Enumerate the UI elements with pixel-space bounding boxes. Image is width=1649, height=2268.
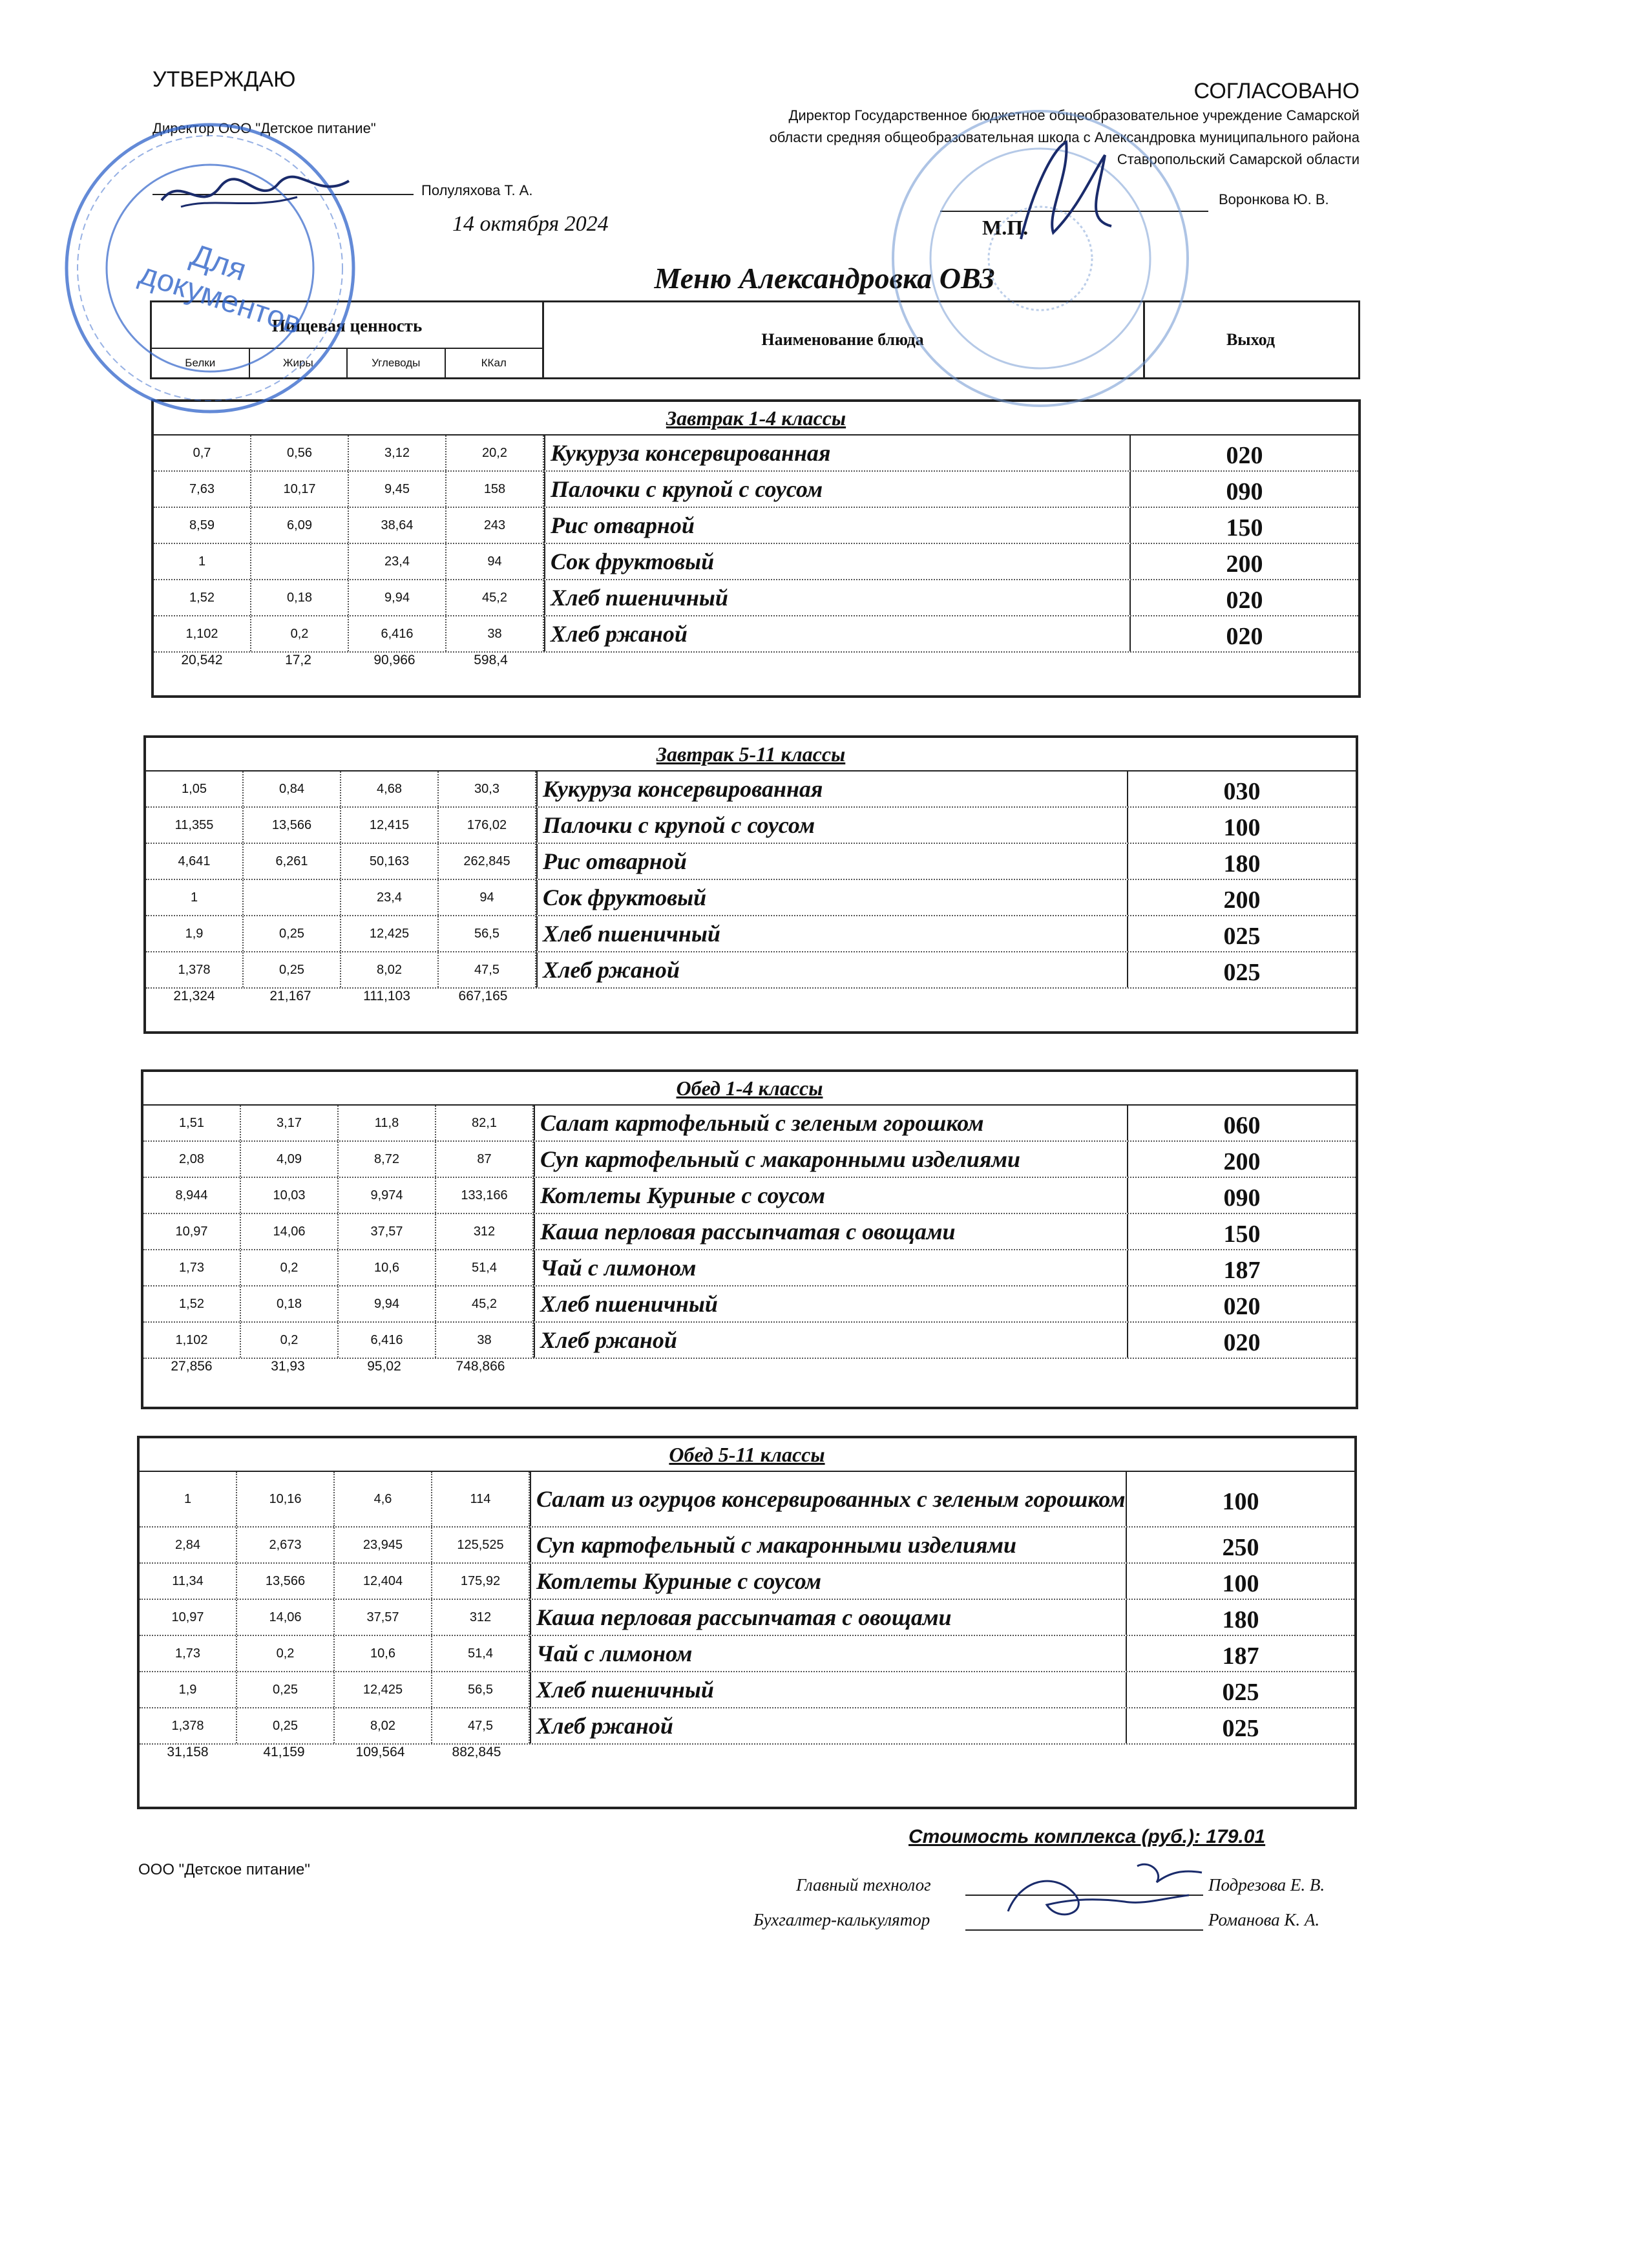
- protein-cell: 1,378: [140, 1708, 237, 1743]
- protein-cell: 1,102: [154, 616, 251, 651]
- fat-cell: 0,18: [241, 1286, 339, 1321]
- dish-yield: 090: [1223, 1184, 1261, 1212]
- kcal-cell: 125,525: [432, 1528, 530, 1562]
- approve-date: 14 октября 2024: [452, 212, 609, 236]
- fat-cell: 13,566: [237, 1564, 335, 1599]
- table-row: [143, 1106, 1356, 1142]
- kcal-cell: 45,2: [446, 580, 544, 615]
- dish-name: Чай с лимоном: [530, 1636, 1127, 1671]
- total-fat: 31,93: [271, 1359, 305, 1374]
- table-row: [146, 916, 1356, 952]
- dish-yield: 187: [1222, 1643, 1259, 1670]
- protein-cell: 8,944: [143, 1178, 241, 1213]
- total-fat: 17,2: [285, 653, 311, 667]
- protein-cell: 0,7: [154, 436, 251, 470]
- fat-cell: 14,06: [237, 1600, 335, 1635]
- total-carbs: 111,103: [363, 989, 410, 1003]
- kcal-cell: 51,4: [432, 1636, 530, 1671]
- dish-yield: 020: [1223, 1293, 1261, 1320]
- protein-cell: 1,73: [143, 1250, 241, 1285]
- dish-name: Кукуруза консервированная: [544, 436, 1131, 470]
- dish-yield: 150: [1226, 514, 1263, 541]
- dish-yield: 090: [1226, 478, 1263, 505]
- protein-cell: 1,102: [143, 1323, 241, 1358]
- table-row: [146, 844, 1356, 880]
- table-row: [146, 880, 1356, 916]
- kcal-header: ККал: [481, 357, 507, 369]
- protein-cell: 1,51: [143, 1106, 241, 1140]
- kcal-cell: 114: [432, 1472, 530, 1526]
- kcal-cell: 38: [446, 616, 544, 651]
- dish-yield: 020: [1226, 442, 1263, 469]
- carbs-cell: 6,416: [339, 1323, 436, 1358]
- kcal-cell: 20,2: [446, 436, 544, 470]
- carbs-cell: 10,6: [335, 1636, 432, 1671]
- kcal-cell: 243: [446, 508, 544, 543]
- dish-name: Каша перловая рассыпчатая с овощами: [534, 1214, 1128, 1249]
- carbs-cell: 37,57: [335, 1600, 432, 1635]
- kcal-cell: 175,92: [432, 1564, 530, 1599]
- carbs-cell: 12,404: [335, 1564, 432, 1599]
- dish-name: Палочки с крупой с соусом: [544, 472, 1131, 507]
- total-protein: 21,324: [173, 989, 215, 1003]
- protein-cell: 1,9: [146, 916, 244, 951]
- complex-cost: Стоимость комплекса (руб.): 179.01: [909, 1826, 1266, 1847]
- fat-cell: 0,18: [251, 580, 349, 615]
- table-row: [143, 1323, 1356, 1359]
- dish-name: Палочки с крупой с соусом: [536, 808, 1128, 843]
- kcal-cell: 47,5: [439, 952, 536, 987]
- dish-yield: 180: [1223, 850, 1261, 877]
- fat-cell: 0,25: [237, 1672, 335, 1707]
- table-row: [140, 1708, 1354, 1745]
- dish-yield: 020: [1226, 623, 1263, 650]
- protein-cell: 1,378: [146, 952, 244, 987]
- kcal-cell: 45,2: [436, 1286, 534, 1321]
- protein-cell: 1: [154, 544, 251, 579]
- dish-name: Салат картофельный с зеленым горошком: [534, 1106, 1128, 1140]
- total-kcal: 598,4: [474, 653, 508, 667]
- nutrition-label: Пищевая ценность: [271, 315, 423, 335]
- fat-cell: 0,25: [244, 952, 341, 987]
- kcal-cell: 82,1: [436, 1106, 534, 1140]
- carbs-cell: 9,45: [349, 472, 446, 507]
- kcal-cell: 87: [436, 1142, 534, 1177]
- protein-cell: 1: [146, 880, 244, 915]
- table-row: [146, 808, 1356, 844]
- table-row: [154, 436, 1358, 472]
- fat-cell: 6,09: [251, 508, 349, 543]
- total-carbs: 95,02: [367, 1359, 401, 1374]
- fat-cell: 2,673: [237, 1528, 335, 1562]
- fat-cell: 0,56: [251, 436, 349, 470]
- total-carbs: 90,966: [373, 653, 415, 667]
- protein-cell: 10,97: [143, 1214, 241, 1249]
- dish-name: Хлеб ржаной: [544, 616, 1131, 651]
- dish-yield: 150: [1223, 1221, 1261, 1248]
- carbs-cell: 11,8: [339, 1106, 436, 1140]
- fat-cell: [251, 544, 349, 579]
- total-kcal: 882,845: [452, 1745, 501, 1759]
- accountant-name: Романова К. А.: [1208, 1910, 1320, 1929]
- kcal-cell: 158: [446, 472, 544, 507]
- carbs-cell: 37,57: [339, 1214, 436, 1249]
- carbs-cell: 9,94: [339, 1286, 436, 1321]
- kcal-cell: 312: [432, 1600, 530, 1635]
- accountant-role: Бухгалтер-калькулятор: [753, 1910, 930, 1929]
- table-row: [140, 1564, 1354, 1600]
- carbs-cell: 38,64: [349, 508, 446, 543]
- fat-header: Жиры: [250, 349, 348, 377]
- footer-company: ООО "Детское питание": [138, 1861, 310, 1878]
- dish-yield: 060: [1223, 1112, 1261, 1139]
- total-row: [154, 653, 1358, 676]
- dish-yield: 187: [1223, 1257, 1261, 1284]
- table-row: [140, 1600, 1354, 1636]
- carbs-cell: 9,94: [349, 580, 446, 615]
- dish-yield: 100: [1223, 814, 1261, 841]
- table-row: [140, 1672, 1354, 1708]
- dish-name: Хлеб пшеничный: [534, 1286, 1128, 1321]
- carbs-cell: 50,163: [341, 844, 439, 879]
- kcal-cell: 262,845: [439, 844, 536, 879]
- dish-name: Хлеб пшеничный: [530, 1672, 1127, 1707]
- table-row: [154, 544, 1358, 580]
- dish-name: Рис отварной: [544, 508, 1131, 543]
- fat-cell: 10,03: [241, 1178, 339, 1213]
- carbs-cell: 4,68: [341, 772, 439, 806]
- carbs-cell: 12,425: [335, 1672, 432, 1707]
- dish-name: Хлеб ржаной: [534, 1323, 1128, 1358]
- footer-signature: [995, 1853, 1221, 1937]
- dish-yield: 180: [1222, 1606, 1259, 1633]
- protein-cell: 10,97: [140, 1600, 237, 1635]
- dish-yield: 025: [1223, 923, 1261, 950]
- protein-cell: 11,355: [146, 808, 244, 843]
- protein-cell: 1,9: [140, 1672, 237, 1707]
- protein-cell: 7,63: [154, 472, 251, 507]
- section-lunch-1-4: [141, 1069, 1358, 1409]
- dish-name: Суп картофельный с макаронными изделиями: [534, 1142, 1128, 1177]
- protein-cell: 4,641: [146, 844, 244, 879]
- agreed-title: СОГЛАСОВАНО: [1193, 79, 1360, 103]
- kcal-cell: 56,5: [439, 916, 536, 951]
- dish-name: Котлеты Куриные с соусом: [534, 1178, 1128, 1213]
- agreed-signature: [1008, 136, 1150, 246]
- carbs-cell: 23,4: [341, 880, 439, 915]
- fat-cell: 0,84: [244, 772, 341, 806]
- dish-yield: 025: [1222, 1679, 1259, 1706]
- dish-yield: 200: [1223, 1148, 1261, 1175]
- fat-cell: 3,17: [241, 1106, 339, 1140]
- dish-name: Хлеб пшеничный: [536, 916, 1128, 951]
- total-carbs: 109,564: [355, 1745, 405, 1759]
- protein-cell: 2,84: [140, 1528, 237, 1562]
- yield-header: Выход: [1226, 330, 1276, 349]
- fat-cell: 0,2: [241, 1323, 339, 1358]
- carbs-cell: 8,72: [339, 1142, 436, 1177]
- fat-cell: 13,566: [244, 808, 341, 843]
- approve-signature: [155, 162, 368, 226]
- fat-cell: 0,2: [237, 1636, 335, 1671]
- dish-name: Рис отварной: [536, 844, 1128, 879]
- protein-cell: 8,59: [154, 508, 251, 543]
- total-fat: 21,167: [269, 989, 311, 1003]
- carbs-cell: 23,4: [349, 544, 446, 579]
- carbs-cell: 12,425: [341, 916, 439, 951]
- dish-yield: 200: [1223, 887, 1261, 914]
- table-row: [143, 1178, 1356, 1214]
- dish-name: Котлеты Куриные с соусом: [530, 1564, 1127, 1599]
- dish-yield: 100: [1222, 1488, 1259, 1515]
- fat-cell: 14,06: [241, 1214, 339, 1249]
- section-title: Обед 1-4 классы: [143, 1072, 1356, 1106]
- dish-name: Хлеб пшеничный: [544, 580, 1131, 615]
- table-row: [140, 1636, 1354, 1672]
- table-row: [143, 1286, 1356, 1323]
- section-title: Завтрак 1-4 классы: [154, 402, 1358, 436]
- fat-cell: [244, 880, 341, 915]
- total-kcal: 667,165: [458, 989, 508, 1003]
- protein-cell: 1,52: [154, 580, 251, 615]
- technologist-name: Подрезова Е. В.: [1208, 1875, 1325, 1895]
- carbs-cell: 3,12: [349, 436, 446, 470]
- fat-cell: 10,17: [251, 472, 349, 507]
- total-protein: 20,542: [181, 653, 223, 667]
- table-row: [143, 1250, 1356, 1286]
- kcal-cell: 56,5: [432, 1672, 530, 1707]
- total-kcal: 748,866: [456, 1359, 505, 1374]
- protein-cell: 11,34: [140, 1564, 237, 1599]
- total-protein: 27,856: [171, 1359, 213, 1374]
- total-row: [140, 1745, 1354, 1768]
- carbs-cell: 9,974: [339, 1178, 436, 1213]
- approve-position: Директор ООО "Детское питание": [152, 120, 376, 136]
- carbs-cell: 4,6: [335, 1472, 432, 1526]
- dish-name: Кукуруза консервированная: [536, 772, 1128, 806]
- fat-cell: 4,09: [241, 1142, 339, 1177]
- table-row: [154, 508, 1358, 544]
- agreed-signer: Воронкова Ю. В.: [1219, 191, 1329, 207]
- dish-yield: 025: [1223, 959, 1261, 986]
- dish-name: Сок фруктовый: [536, 880, 1128, 915]
- dish-yield: 250: [1222, 1534, 1259, 1561]
- dish-name: Суп картофельный с макаронными изделиями: [530, 1528, 1127, 1562]
- table-row: [154, 580, 1358, 616]
- approve-signer: Полуляхова Т. А.: [421, 182, 533, 198]
- table-row: [143, 1214, 1356, 1250]
- protein-cell: 1,73: [140, 1636, 237, 1671]
- carbs-cell: 6,416: [349, 616, 446, 651]
- agreed-position-line1: Директор Государственное бюджетное общеобразовательное учреждение Самарской: [788, 107, 1360, 123]
- total-row: [143, 1359, 1356, 1382]
- kcal-cell: 312: [436, 1214, 534, 1249]
- kcal-cell: 94: [439, 880, 536, 915]
- dish-name: Хлеб ржаной: [530, 1708, 1127, 1743]
- protein-cell: 2,08: [143, 1142, 241, 1177]
- dish-yield: 030: [1223, 778, 1261, 805]
- carbs-cell: 23,945: [335, 1528, 432, 1562]
- table-row: [143, 1142, 1356, 1178]
- kcal-cell: 94: [446, 544, 544, 579]
- total-protein: 31,158: [167, 1745, 209, 1759]
- approve-title: УТВЕРЖДАЮ: [152, 67, 296, 92]
- carbs-cell: 12,415: [341, 808, 439, 843]
- dish-yield: 025: [1222, 1715, 1259, 1742]
- kcal-cell: 38: [436, 1323, 534, 1358]
- section-title: Обед 5-11 классы: [140, 1438, 1354, 1472]
- kcal-cell: 176,02: [439, 808, 536, 843]
- technologist-role: Главный технолог: [796, 1875, 931, 1895]
- protein-cell: 1,05: [146, 772, 244, 806]
- table-row: [154, 472, 1358, 508]
- table-row: [146, 772, 1356, 808]
- carbs-cell: 8,02: [335, 1708, 432, 1743]
- table-row: [140, 1528, 1354, 1564]
- kcal-cell: 47,5: [432, 1708, 530, 1743]
- table-row: [146, 952, 1356, 989]
- section-lunch-5-11: [137, 1436, 1357, 1809]
- protein-cell: 1: [140, 1472, 237, 1526]
- menu-title: Меню Александровка ОВЗ: [654, 262, 995, 295]
- section-breakfast-5-11: [143, 735, 1358, 1034]
- table-row: [140, 1472, 1354, 1528]
- fat-cell: 6,261: [244, 844, 341, 879]
- dish-name: Сок фруктовый: [544, 544, 1131, 579]
- protein-header: Белки: [152, 349, 250, 377]
- dish-yield: 020: [1226, 587, 1263, 614]
- total-row: [146, 989, 1356, 1012]
- fat-cell: 0,2: [241, 1250, 339, 1285]
- dish-name: Хлеб ржаной: [536, 952, 1128, 987]
- kcal-cell: 51,4: [436, 1250, 534, 1285]
- carbs-header: Углеводы: [348, 349, 446, 377]
- carbs-cell: 10,6: [339, 1250, 436, 1285]
- kcal-cell: 30,3: [439, 772, 536, 806]
- dish-yield: 020: [1223, 1329, 1261, 1356]
- section-breakfast-1-4: [151, 399, 1361, 698]
- dish-name: Чай с лимоном: [534, 1250, 1128, 1285]
- mp-label: М.П.: [982, 216, 1029, 239]
- dish-name: Салат из огурцов консервированных с зеленым горошком: [530, 1472, 1127, 1526]
- fat-cell: 0,25: [237, 1708, 335, 1743]
- dish-yield: 200: [1226, 551, 1263, 578]
- fat-cell: 10,16: [237, 1472, 335, 1526]
- dish-name: Каша перловая рассыпчатая с овощами: [530, 1600, 1127, 1635]
- table-row: [154, 616, 1358, 653]
- dish-yield: 100: [1222, 1570, 1259, 1597]
- stamp-text: Для документов: [135, 238, 306, 341]
- section-title: Завтрак 5-11 классы: [146, 738, 1356, 772]
- carbs-cell: 8,02: [341, 952, 439, 987]
- fat-cell: 0,2: [251, 616, 349, 651]
- dish-header: Наименование блюда: [542, 302, 1145, 377]
- kcal-cell: 133,166: [436, 1178, 534, 1213]
- agreed-position-line2: области средняя общеобразовательная школа с Александровка муниципального района: [769, 129, 1360, 145]
- agreed-position-line3: Ставропольский Самарской области: [1117, 151, 1360, 167]
- fat-cell: 0,25: [244, 916, 341, 951]
- total-fat: 41,159: [263, 1745, 305, 1759]
- protein-cell: 1,52: [143, 1286, 241, 1321]
